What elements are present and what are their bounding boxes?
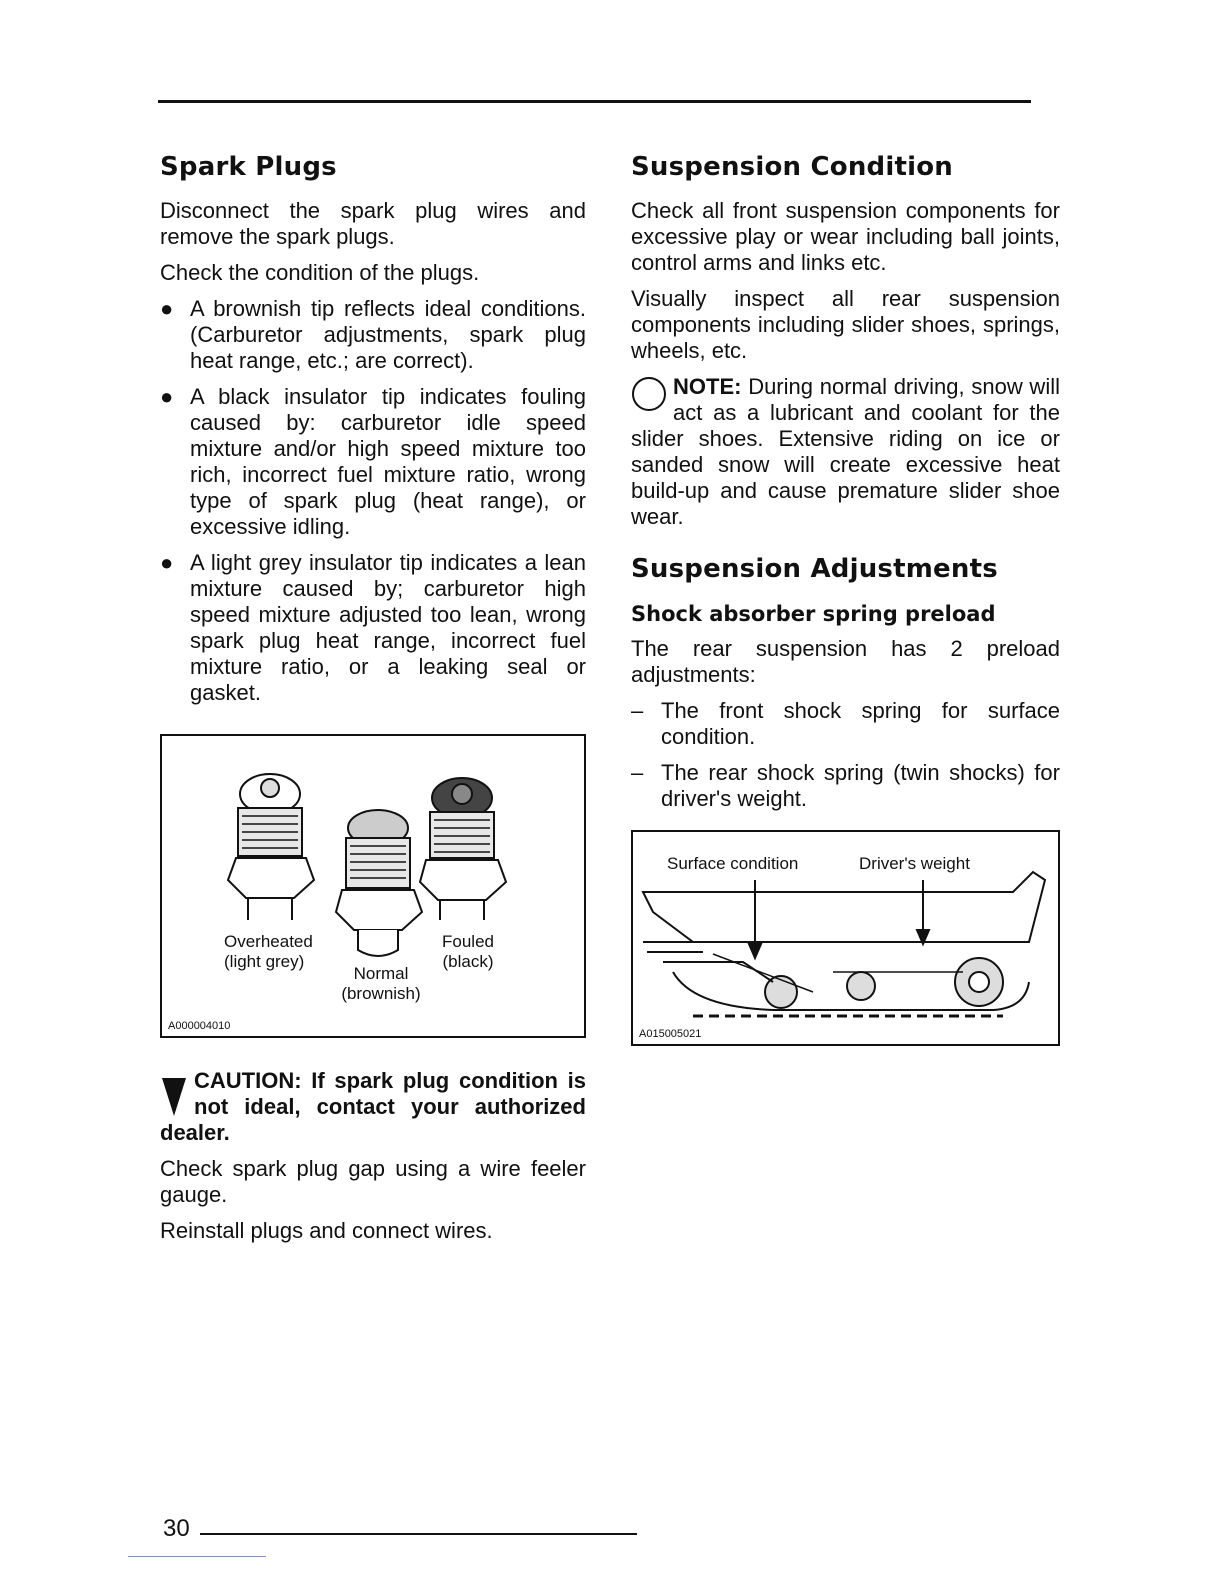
figure-code: A000004010 [168,1020,231,1032]
normal-plug-drawing [336,810,422,956]
paragraph-reinstall: Reinstall plugs and connect wires. [160,1218,493,1243]
overheated-plug-drawing [228,774,314,920]
list-item: ● A brownish tip reflects ideal conditions. (Carburetor adjustments, spark plug heat range, etc.; are correct). [160,296,586,373]
heading-suspension-adjustments: Suspension Adjustments [631,554,998,584]
paragraph-front-suspension: Check all front suspension components for excessive play or wear including ball joints, control arms and links etc. [631,198,1060,275]
paragraph-gap: Check spark plug gap using a wire feeler gauge. [160,1156,586,1207]
caution-text: CAUTION: If spark plug condition is not ideal, contact your authorized dealer. [160,1068,586,1145]
spark-plug-figure [160,734,586,1038]
paragraph-disconnect: Disconnect the spark plug wires and remove the spark plugs. [160,198,586,249]
paragraph-preload: The rear suspension has 2 preload adjustments: [631,636,1060,687]
heading-suspension-condition: Suspension Condition [631,152,953,182]
paragraph-check-condition: Check the condition of the plugs. [160,260,480,285]
paragraph-rear-suspension: Visually inspect all rear suspension components including slider shoes, springs, wheels, etc. [631,286,1060,363]
label-overheated: Overheated (light grey) [224,932,313,971]
list-item: – The rear shock spring (twin shocks) for driver's weight. [631,760,1060,811]
suspension-figure [631,830,1060,1046]
list-item: ● A light grey insulator tip indicates a lean mixture caused by; carburetor high speed mixture adjusted too lean, wrong spark plug heat range, incorrect fuel mixture ratio, or a leaking seal or gasket. [160,550,586,705]
label-normal: Normal (brownish) [341,964,421,1003]
label-fouled: Fouled (black) [442,932,494,971]
top-rule [158,100,1031,103]
fouled-plug-drawing [420,778,506,920]
note-block [631,374,1060,530]
heading-spark-plugs: Spark Plugs [160,152,337,182]
note-circle-icon [631,376,667,412]
list-item: – The front shock spring for surface condition. [631,698,1060,749]
label-drivers-weight: Driver's weight [859,854,970,873]
link-underline [128,1556,266,1557]
subheading-shock-preload: Shock absorber spring preload [631,602,996,626]
caution-block [160,1068,586,1146]
bullet-icon: ● [160,296,174,321]
left-column [160,150,586,1254]
note-text: During normal driving, snow will act as a lubricant and coolant for the slider shoes. Extensive riding on ice or sanded snow will create excessive heat build-up and cause premature slider shoe wear. [631,374,1060,529]
figure-code: A015005021 [639,1028,702,1040]
condition-list [160,296,586,706]
bullet-icon: ● [160,550,174,575]
bottom-rule [200,1533,637,1535]
bullet-icon: ● [160,384,174,409]
label-surface-condition: Surface condition [667,854,799,873]
preload-list [631,698,1060,812]
list-item: ● A black insulator tip indicates fouling caused by: carburetor idle speed mixture and/or high speed mixture too rich, incorrect fuel mixture ratio, wrong type of spark plug (heat range), or excessive idling. [160,384,586,539]
page-number: 30 [163,1515,190,1542]
caution-triangle-icon [160,1072,188,1120]
note-label: NOTE: [673,374,742,399]
right-column [631,150,1060,1046]
